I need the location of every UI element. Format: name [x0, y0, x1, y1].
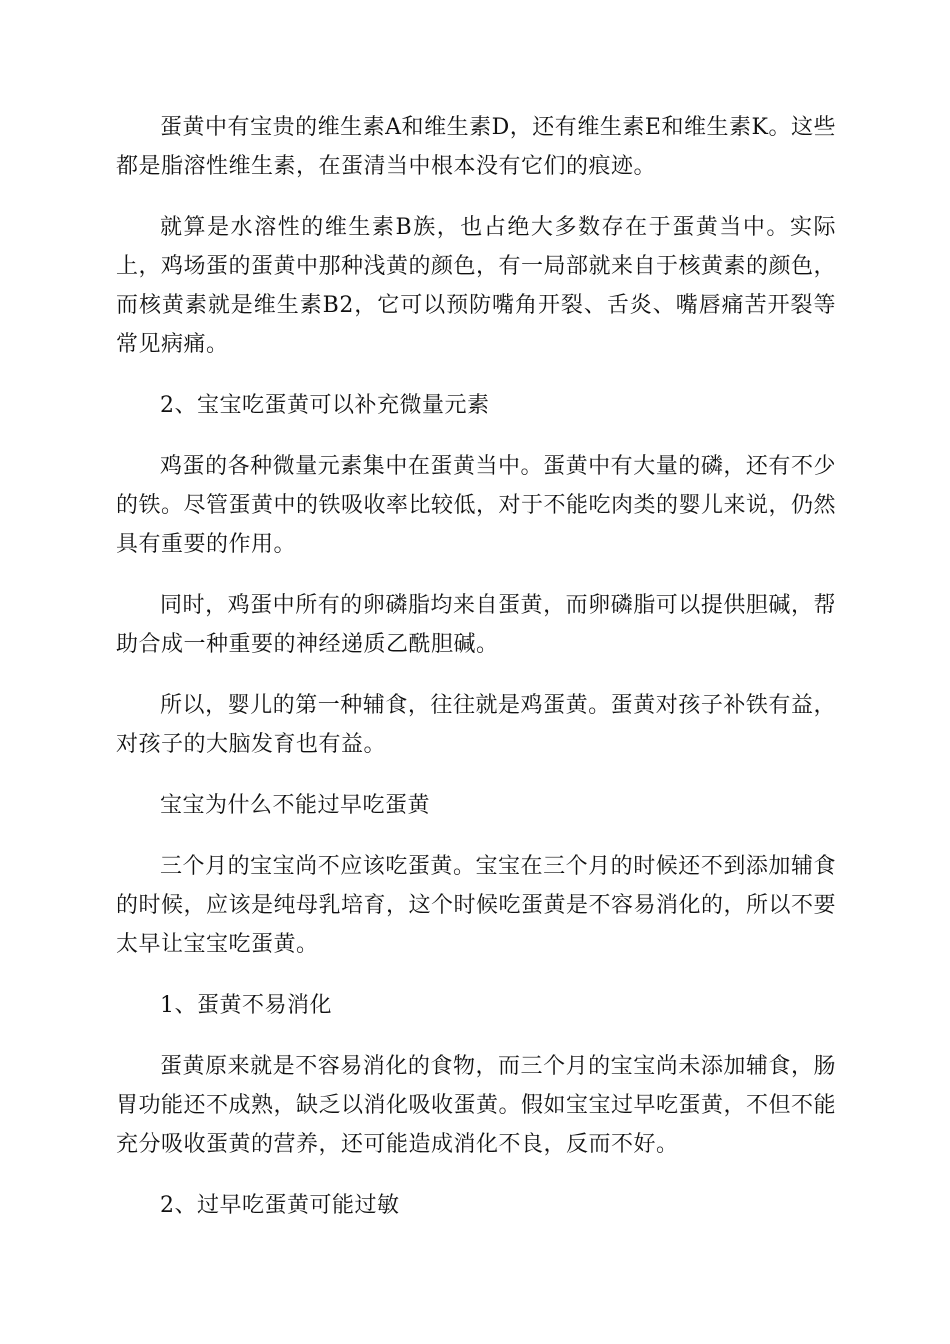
section-heading-why-not-early: 宝宝为什么不能过早吃蛋黄 [160, 793, 431, 818]
paragraph-trace-elements: 鸡蛋的各种微量元素集中在蛋黄当中。蛋黄中有大量的磷，还有不少的铁。尽管蛋黄中的铁吸收率比较低，对于不能吃肉类的婴儿来说，仍然具有重要的作用。 [116, 454, 837, 557]
paragraph-three-months: 三个月的宝宝尚不应该吃蛋黄。宝宝在三个月的时候还不到添加辅食的时候，应该是纯母乳培育，这个时候吃蛋黄是不容易消化的，所以不要太早让宝宝吃蛋黄。 [116, 854, 837, 957]
paragraph-lecithin: 同时，鸡蛋中所有的卵磷脂均来自蛋黄，而卵磷脂可以提供胆碱，帮助合成一种重要的神经递质乙酰胆碱。 [116, 593, 836, 657]
paragraph-fat-soluble-vitamins: 蛋黄中有宝贵的维生素A和维生素D，还有维生素E和维生素K。这些都是脂溶性维生素，在蛋清当中根本没有它们的痕迹。 [116, 115, 836, 179]
section-heading-allergy: 2、过早吃蛋黄可能过敏 [160, 1193, 400, 1218]
section-heading-hard-to-digest: 1、蛋黄不易消化 [160, 993, 332, 1018]
paragraph-digestion: 蛋黄原来就是不容易消化的食物，而三个月的宝宝尚未添加辅食，肠胃功能还不成熟，缺乏以消化吸收蛋黄。假如宝宝过早吃蛋黄，不但不能充分吸收蛋黄的营养，还可能造成消化不良，反而不好。 [116, 1054, 837, 1157]
paragraph-first-food: 所以，婴儿的第一种辅食，往往就是鸡蛋黄。蛋黄对孩子补铁有益，对孩子的大脑发育也有益。 [116, 693, 836, 757]
section-heading-trace-elements: 2、宝宝吃蛋黄可以补充微量元素 [160, 393, 490, 418]
document-body [116, 108, 836, 1247]
paragraph-vitamin-b: 就算是水溶性的维生素B族，也占绝大多数存在于蛋黄当中。实际上，鸡场蛋的蛋黄中那种浅黄的颜色，有一局部就来自于核黄素的颜色，而核黄素就是维生素B2，它可以预防嘴角开裂、舌炎、嘴唇痛苦开裂等常见病痛。 [116, 215, 837, 357]
